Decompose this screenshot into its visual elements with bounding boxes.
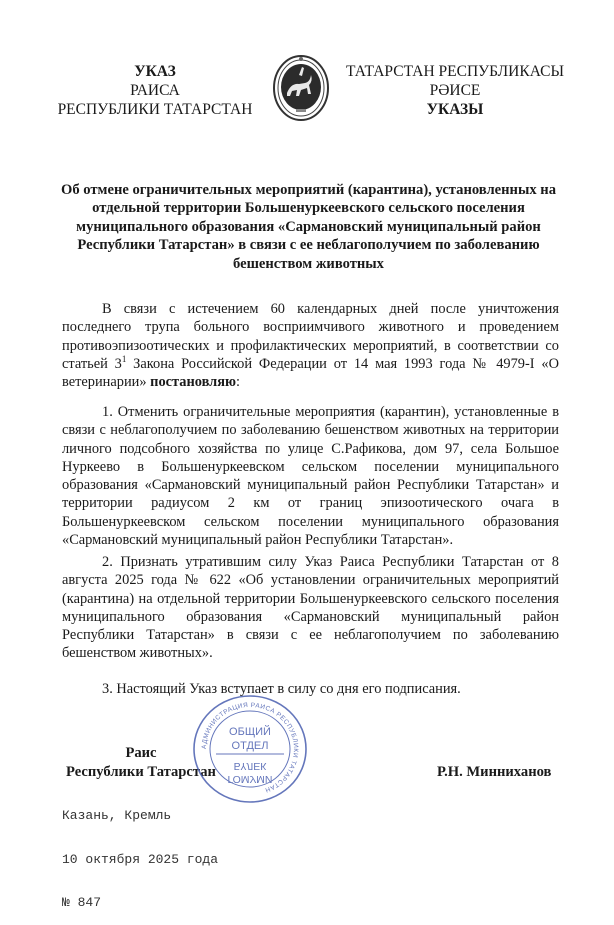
header-left: [55, 62, 255, 119]
stamp-bottom-line2: ГОМУМИ: [227, 773, 273, 785]
meta-number: № 847: [62, 895, 102, 910]
tatarstan-coat-of-arms-icon: [272, 53, 330, 123]
list-item: [62, 680, 559, 698]
header-right-line2: РӘИСЕ: [429, 82, 481, 99]
item-3-text: 3. Настоящий Указ вступает в силу со дня его подписания.: [102, 681, 461, 697]
signatory-name: Р.Н. Минниханов: [437, 764, 552, 780]
signatory-position-line2: Республики Татарстан: [66, 763, 216, 780]
stamp-bottom-line1: БҮЛЕК: [233, 760, 267, 772]
list-item: [62, 553, 559, 663]
preamble-ending: :: [236, 374, 241, 391]
header-left-line3: РЕСПУБЛИКИ ТАТАРСТАН: [57, 101, 253, 118]
preamble-text-2: Закона Российской Федерации от 14 мая 1993 года № 4979-I «О ветеринарии»: [62, 355, 559, 391]
header-right: [345, 62, 565, 119]
header-left-line1: УКАЗ: [134, 63, 176, 80]
official-stamp: [190, 693, 310, 805]
stamp-top-line1: ОБЩИЙ: [229, 726, 271, 738]
signatory-position-line1: Раис: [125, 745, 157, 761]
item-2-text: 2. Признать утратившим силу Указ Раиса Республики Татарстан от 8 августа 2025 года № 622 «Об установлении ограничительных мероприятий (карантина) на отдельной территории Большенуркеевского сельского поселения муниципального образования «Сармановский муниципальный район Республики Татарстан» в связи с ее неблагополучием по заболеванию бешенством животных».: [62, 554, 559, 662]
stamp-top-line2: ОТДЕЛ: [231, 740, 269, 752]
meta-place: Казань, Кремль: [62, 808, 172, 823]
preamble-text-1: В связи с истечением 60 календарных дней после уничтожения последнего трупа больного восприимчивого животного и проведением противоэпизоотических и профилактических мероприятий, в соответствии со статьей 3: [62, 301, 559, 372]
preamble: [62, 300, 559, 391]
item-1-text: 1. Отменить ограничительные мероприятия (карантин), установленные в связи с неблагополучием по заболеванию бешенством животных на территории личного подсобного хозяйства по улице С.Рафикова, дом 97, села Большое Нуркеево в Большенуркеевском сельском поселении муниципального образования «Сармановский муниципальный район Республики Татарстан» и территории радиусом 2 км от границ эпизоотического очага в Большенуркеевском сельском поселении муниципального образования «Сармановский муниципальный район Республики Татарстан».: [62, 404, 559, 549]
list-item: [62, 403, 559, 549]
header-right-line1: ТАТАРСТАН РЕСПУБЛИКАСЫ: [346, 63, 564, 80]
preamble-superscript: 1: [121, 353, 127, 364]
header-left-line2: РАИСА: [130, 82, 180, 99]
header-right-line3: УКАЗЫ: [426, 101, 484, 118]
stamp-ring-text: АДМИНИСТРАЦИЯ РАИСА РЕСПУБЛИКИ ТАТАРСТАН: [200, 701, 300, 794]
decree-word: постановляю: [150, 374, 237, 391]
meta-date: 10 октября 2025 года: [62, 851, 219, 867]
document-title: Об отмене ограничительных мероприятий (карантина), установленных на отдельной территории Большенуркеевского сельского поселения муниципального образования «Сармановский муниципальный район Республики Татарстан» в связи с ее неблагополучием по заболеванию бешенством животных: [60, 182, 557, 272]
